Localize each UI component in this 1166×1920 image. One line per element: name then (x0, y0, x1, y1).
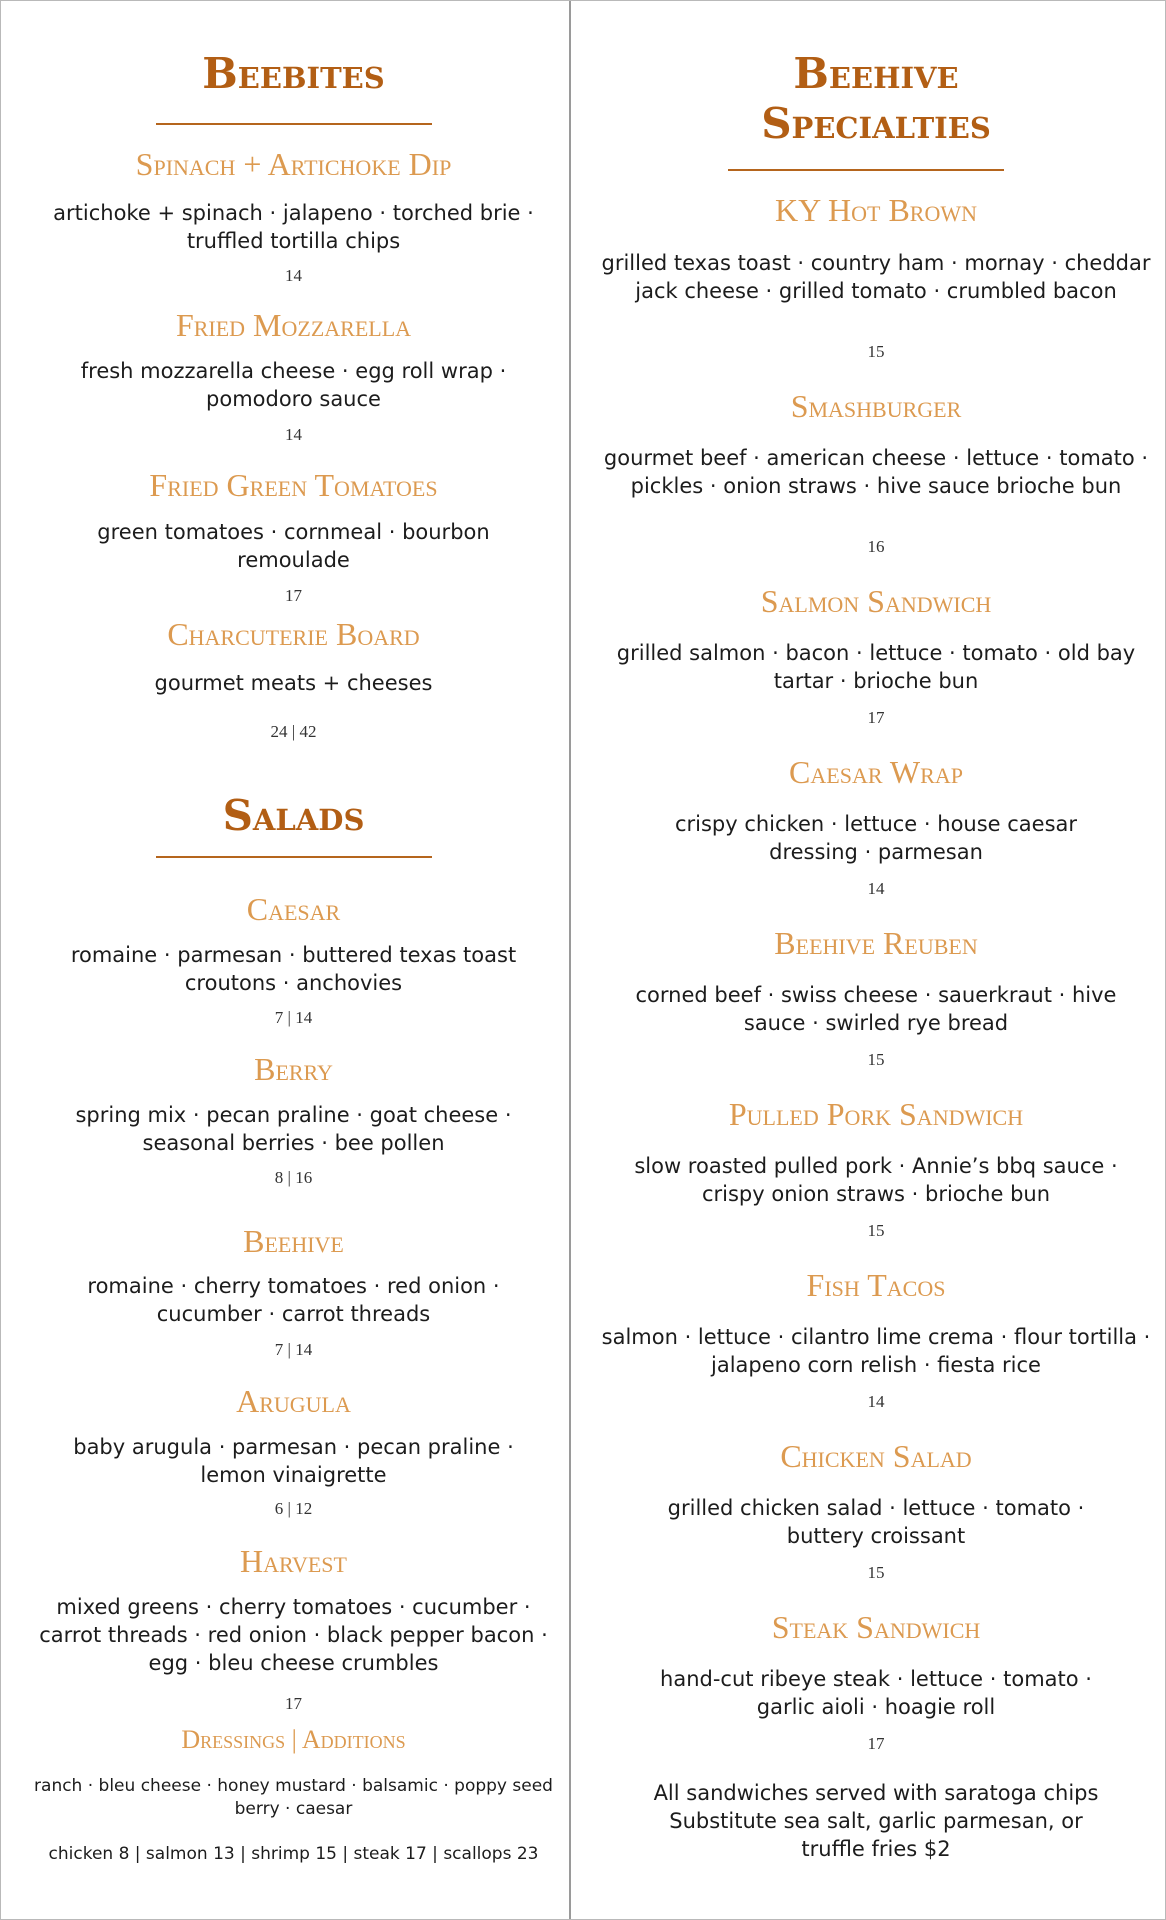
item-price: 15 (867, 342, 885, 361)
item-name: Caesar (246, 891, 341, 927)
item-description: grilled texas toast · country ham · mornay · cheddar jack cheese · grilled tomato · crumbled bacon (601, 251, 1151, 303)
item-price: 24 | 42 (270, 722, 317, 741)
item-description: corned beef · swiss cheese · sauerkraut · hive sauce · swirled rye bread (635, 983, 1117, 1035)
item-description: grilled chicken salad · lettuce · tomato · buttery croissant (667, 1496, 1085, 1548)
item-name: Beehive Reuben (774, 925, 978, 961)
item-price: 14 (867, 1392, 885, 1411)
item-description: gourmet meats + cheeses (154, 671, 433, 695)
item-name: Fried Green Tomatoes (149, 467, 438, 503)
section-title-beebites: Beebites (202, 49, 385, 98)
item-description: artichoke + spinach · jalapeno · torched brie · truffled tortilla chips (53, 201, 534, 253)
dressings-description: ranch · bleu cheese · honey mustard · balsamic · poppy seed berry · caesar (34, 1776, 553, 1819)
item-price: 16 (867, 537, 885, 556)
item-name: Pulled Pork Sandwich (728, 1096, 1024, 1132)
note-line: All sandwiches served with saratoga chips (653, 1781, 1099, 1805)
section-title-salads: Salads (222, 791, 365, 840)
item-name: Berry (254, 1051, 333, 1087)
item-name: Charcuterie Board (167, 616, 420, 652)
item-price: 17 (285, 586, 302, 605)
item-name: Harvest (240, 1543, 347, 1579)
item-description: gourmet beef · american cheese · lettuce · tomato · pickles · onion straws · hive sauce brioche bun (603, 446, 1149, 498)
section-rule (728, 169, 1004, 171)
item-price: 6 | 12 (274, 1499, 313, 1518)
item-price: 14 (285, 425, 302, 444)
item-description: fresh mozzarella cheese · egg roll wrap · pomodoro sauce (80, 359, 507, 411)
note-line: Substitute sea salt, garlic parmesan, or (669, 1809, 1083, 1833)
item-description: slow roasted pulled pork · Annie’s bbq sauce · crispy onion straws · brioche bun (634, 1154, 1118, 1206)
item-name: KY Hot Brown (774, 192, 978, 228)
item-description: romaine · parmesan · buttered texas toast croutons · anchovies (70, 943, 517, 995)
note-line: truffle fries $2 (801, 1837, 951, 1861)
item-price: 17 (867, 1734, 885, 1753)
section-rule (156, 856, 432, 858)
item-price: 15 (867, 1050, 885, 1069)
item-price: 14 (867, 879, 885, 898)
item-name-dressings: Dressings | Additions (181, 1725, 406, 1754)
item-description: romaine · cherry tomatoes · red onion · cucumber · carrot threads (87, 1274, 500, 1326)
item-name: Arugula (236, 1383, 351, 1419)
item-description: grilled salmon · bacon · lettuce · tomato · old bay tartar · brioche bun (616, 641, 1136, 693)
item-price: 15 (867, 1221, 885, 1240)
item-price: 17 (867, 708, 885, 727)
item-price: 17 (285, 1694, 302, 1713)
section-title-specialties: Beehive Specialties (761, 49, 991, 148)
item-price: 8 | 16 (274, 1168, 313, 1187)
additions-list: chicken 8 | salmon 13 | shrimp 15 | steak 17 | scallops 23 (48, 1844, 539, 1864)
sandwich-note (601, 1779, 1151, 1863)
section-rule (156, 123, 432, 125)
item-name: Caesar Wrap (789, 754, 963, 790)
item-description: salmon · lettuce · cilantro lime crema · flour tortilla · jalapeno corn relish · fiesta rice (601, 1325, 1151, 1377)
item-name: Beehive (243, 1223, 344, 1259)
item-description: crispy chicken · lettuce · house caesar dressing · parmesan (674, 812, 1078, 864)
item-description: hand-cut ribeye steak · lettuce · tomato · garlic aioli · hoagie roll (660, 1667, 1092, 1719)
item-description: green tomatoes · cornmeal · bourbon remoulade (97, 520, 490, 572)
item-name: Spinach + Artichoke Dip (135, 146, 452, 182)
item-name: Fish Tacos (806, 1267, 946, 1303)
item-price: 15 (867, 1563, 885, 1582)
item-name: Salmon Sandwich (760, 583, 992, 619)
item-price: 14 (285, 266, 302, 285)
item-name: Steak Sandwich (771, 1609, 981, 1645)
item-description: baby arugula · parmesan · pecan praline · lemon vinaigrette (73, 1435, 514, 1487)
item-description: spring mix · pecan praline · goat cheese · seasonal berries · bee pollen (75, 1103, 512, 1155)
item-name: Fried Mozzarella (175, 307, 412, 343)
item-price: 7 | 14 (274, 1008, 313, 1027)
item-price: 7 | 14 (274, 1340, 313, 1359)
item-description: mixed greens · cherry tomatoes · cucumber · carrot threads · red onion · black pepper bacon · egg · bleu cheese crumbles (39, 1595, 548, 1675)
item-name: Chicken Salad (780, 1438, 972, 1474)
item-name: Smashburger (790, 388, 962, 424)
menu-item-spinach-artichoke-dip (11, 145, 576, 183)
